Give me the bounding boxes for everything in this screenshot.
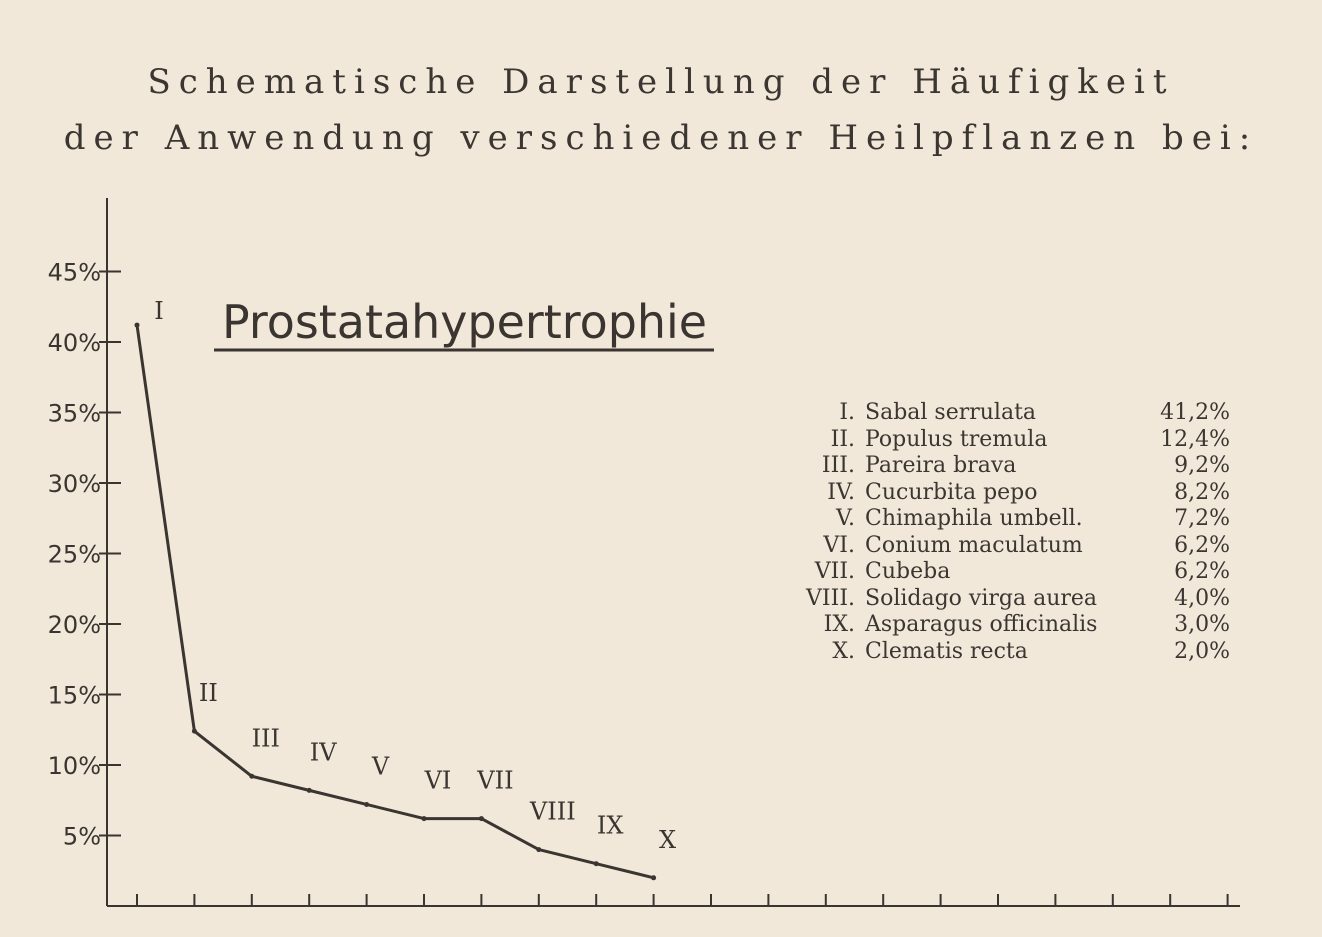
legend-val: 6,2% (1174, 532, 1230, 558)
legend-val: 41,2% (1160, 400, 1230, 425)
data-point (364, 802, 369, 807)
point-label: VIII (529, 797, 576, 826)
point-label: III (251, 724, 281, 753)
data-point (422, 816, 427, 821)
point-label: X (659, 825, 677, 854)
data-point (479, 816, 484, 821)
legend-item (780, 639, 1230, 666)
legend-name: Chimaphila umbell. (865, 506, 1083, 531)
legend-num: I. (839, 400, 855, 425)
legend-name: Conium maculatum (865, 532, 1083, 558)
legend-item (780, 427, 1230, 454)
y-tick-label: 30% (47, 470, 101, 498)
legend-name: Cubeba (865, 559, 951, 584)
legend-item (780, 612, 1230, 639)
point-label: V (371, 752, 390, 781)
legend-num: IX. (823, 612, 855, 637)
chart-title-line-2: der Anwendung verschiedener Heilpflanzen bei: (63, 118, 1259, 158)
data-point (192, 729, 197, 734)
legend-val: 4,0% (1174, 585, 1230, 611)
y-tick-label: 10% (47, 752, 101, 780)
point-label: IX (596, 811, 624, 840)
y-tick-label: 20% (47, 611, 101, 639)
legend-val: 8,2% (1174, 479, 1230, 505)
legend-num: VIII. (806, 585, 855, 611)
legend-num: V. (835, 506, 855, 531)
point-label: II (198, 679, 218, 708)
chart-title-line-1: Schematische Darstellung der Häufigkeit (147, 62, 1175, 102)
legend-name: Clematis recta (865, 638, 1028, 664)
legend-item (780, 533, 1230, 560)
data-point (594, 861, 599, 866)
legend-item (780, 400, 1230, 427)
legend-num: VI. (823, 532, 855, 558)
legend-item (780, 586, 1230, 613)
data-point (135, 323, 140, 328)
legend (780, 400, 1230, 665)
legend-item (780, 559, 1230, 586)
legend-name: Pareira brava (865, 453, 1017, 478)
y-tick-label: 25% (47, 540, 101, 569)
legend-name: Sabal serrulata (865, 400, 1037, 425)
legend-num: VII. (814, 559, 855, 584)
chart-subtitle: Prostatahypertrophie (222, 295, 707, 349)
legend-val: 2,0% (1174, 638, 1230, 664)
legend-name: Asparagus officinalis (865, 612, 1098, 637)
legend-val: 12,4% (1160, 426, 1230, 452)
legend-num: X. (832, 638, 855, 664)
data-point (536, 847, 541, 852)
y-tick-label: 15% (47, 681, 101, 710)
legend-item (780, 506, 1230, 533)
legend-num: III. (821, 453, 855, 478)
point-label: I (154, 297, 164, 326)
data-point (651, 875, 656, 880)
legend-num: II. (830, 426, 855, 452)
point-label: VI (424, 766, 452, 795)
data-point (249, 774, 254, 779)
legend-val: 6,2% (1174, 559, 1230, 584)
data-point (307, 788, 312, 793)
legend-num: IV. (827, 479, 855, 505)
point-label: IV (309, 738, 337, 767)
y-tick-label: 5% (62, 822, 101, 851)
legend-name: Solidago virga aurea (865, 585, 1098, 611)
series-line (137, 325, 654, 878)
legend-val: 3,0% (1174, 612, 1230, 637)
legend-val: 7,2% (1174, 506, 1230, 531)
y-tick-label: 40% (47, 329, 101, 357)
legend-item (780, 480, 1230, 507)
y-tick-label: 45% (47, 258, 101, 287)
point-label: VII (477, 766, 514, 795)
legend-name: Populus tremula (865, 426, 1048, 452)
y-tick-label: 35% (47, 399, 101, 428)
legend-val: 9,2% (1174, 453, 1230, 478)
legend-name: Cucurbita pepo (865, 479, 1038, 505)
legend-item (780, 453, 1230, 480)
